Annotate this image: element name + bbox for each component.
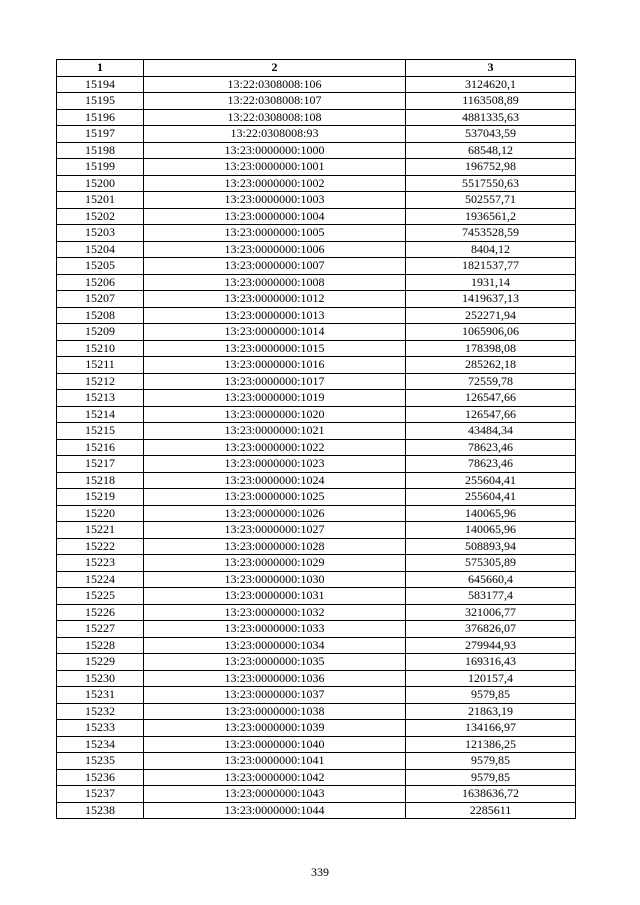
table-row <box>57 489 576 506</box>
table-row <box>57 225 576 242</box>
row-number-cell: 15234 <box>57 736 144 753</box>
table-row <box>57 340 576 357</box>
value-cell: 21863,19 <box>406 703 576 720</box>
cadastral-number-cell: 13:23:0000000:1019 <box>144 390 406 407</box>
cadastral-number-cell: 13:23:0000000:1031 <box>144 588 406 605</box>
cadastral-number-cell: 13:23:0000000:1024 <box>144 472 406 489</box>
row-number-cell: 15212 <box>57 373 144 390</box>
table-row <box>57 373 576 390</box>
table-row <box>57 604 576 621</box>
table-row <box>57 786 576 803</box>
value-cell: 1163508,89 <box>406 93 576 110</box>
value-cell: 7453528,59 <box>406 225 576 242</box>
cadastral-number-cell: 13:23:0000000:1042 <box>144 769 406 786</box>
data-table <box>56 59 576 819</box>
cadastral-number-cell: 13:23:0000000:1004 <box>144 208 406 225</box>
table-row <box>57 621 576 638</box>
row-number-cell: 15216 <box>57 439 144 456</box>
value-cell: 9579,85 <box>406 687 576 704</box>
cadastral-number-cell: 13:23:0000000:1002 <box>144 175 406 192</box>
cadastral-number-cell: 13:23:0000000:1005 <box>144 225 406 242</box>
value-cell: 169316,43 <box>406 654 576 671</box>
table-row <box>57 505 576 522</box>
value-cell: 140065,96 <box>406 505 576 522</box>
value-cell: 321006,77 <box>406 604 576 621</box>
cadastral-number-cell: 13:23:0000000:1026 <box>144 505 406 522</box>
value-cell: 4881335,63 <box>406 109 576 126</box>
value-cell: 502557,71 <box>406 192 576 209</box>
cadastral-number-cell: 13:23:0000000:1025 <box>144 489 406 506</box>
cadastral-number-cell: 13:23:0000000:1012 <box>144 291 406 308</box>
table-row <box>57 291 576 308</box>
table-row <box>57 654 576 671</box>
row-number-cell: 15199 <box>57 159 144 176</box>
table-row <box>57 93 576 110</box>
cadastral-number-cell: 13:23:0000000:1029 <box>144 555 406 572</box>
value-cell: 1638636,72 <box>406 786 576 803</box>
table-row <box>57 571 576 588</box>
row-number-cell: 15203 <box>57 225 144 242</box>
value-cell: 255604,41 <box>406 472 576 489</box>
table-row <box>57 126 576 143</box>
value-cell: 3124620,1 <box>406 76 576 93</box>
table-row <box>57 439 576 456</box>
value-cell: 72559,78 <box>406 373 576 390</box>
table-row <box>57 357 576 374</box>
row-number-cell: 15229 <box>57 654 144 671</box>
row-number-cell: 15205 <box>57 258 144 275</box>
row-number-cell: 15230 <box>57 670 144 687</box>
cadastral-number-cell: 13:23:0000000:1030 <box>144 571 406 588</box>
value-cell: 1931,14 <box>406 274 576 291</box>
row-number-cell: 15236 <box>57 769 144 786</box>
cadastral-number-cell: 13:23:0000000:1043 <box>144 786 406 803</box>
value-cell: 255604,41 <box>406 489 576 506</box>
row-number-cell: 15232 <box>57 703 144 720</box>
table-row <box>57 274 576 291</box>
cadastral-number-cell: 13:23:0000000:1041 <box>144 753 406 770</box>
value-cell: 43484,34 <box>406 423 576 440</box>
cadastral-number-cell: 13:23:0000000:1020 <box>144 406 406 423</box>
column-header-2: 2 <box>144 60 406 77</box>
value-cell: 9579,85 <box>406 769 576 786</box>
value-cell: 252271,94 <box>406 307 576 324</box>
cadastral-number-cell: 13:23:0000000:1008 <box>144 274 406 291</box>
table-row <box>57 159 576 176</box>
row-number-cell: 15217 <box>57 456 144 473</box>
value-cell: 1419637,13 <box>406 291 576 308</box>
cadastral-number-cell: 13:23:0000000:1028 <box>144 538 406 555</box>
row-number-cell: 15228 <box>57 637 144 654</box>
value-cell: 1936561,2 <box>406 208 576 225</box>
row-number-cell: 15196 <box>57 109 144 126</box>
row-number-cell: 15208 <box>57 307 144 324</box>
cadastral-number-cell: 13:23:0000000:1034 <box>144 637 406 654</box>
value-cell: 134166,97 <box>406 720 576 737</box>
cadastral-number-cell: 13:23:0000000:1033 <box>144 621 406 638</box>
table-row <box>57 472 576 489</box>
value-cell: 537043,59 <box>406 126 576 143</box>
value-cell: 575305,89 <box>406 555 576 572</box>
table-row <box>57 324 576 341</box>
row-number-cell: 15195 <box>57 93 144 110</box>
row-number-cell: 15238 <box>57 802 144 819</box>
row-number-cell: 15211 <box>57 357 144 374</box>
cadastral-number-cell: 13:22:0308008:106 <box>144 76 406 93</box>
value-cell: 78623,46 <box>406 439 576 456</box>
value-cell: 645660,4 <box>406 571 576 588</box>
row-number-cell: 15224 <box>57 571 144 588</box>
value-cell: 508893,94 <box>406 538 576 555</box>
column-header-3: 3 <box>406 60 576 77</box>
table-row <box>57 555 576 572</box>
value-cell: 178398,08 <box>406 340 576 357</box>
table-row <box>57 406 576 423</box>
table-row <box>57 687 576 704</box>
row-number-cell: 15225 <box>57 588 144 605</box>
row-number-cell: 15219 <box>57 489 144 506</box>
row-number-cell: 15227 <box>57 621 144 638</box>
row-number-cell: 15231 <box>57 687 144 704</box>
table-row <box>57 637 576 654</box>
cadastral-number-cell: 13:23:0000000:1000 <box>144 142 406 159</box>
cadastral-number-cell: 13:23:0000000:1037 <box>144 687 406 704</box>
table-row <box>57 720 576 737</box>
cadastral-number-cell: 13:23:0000000:1036 <box>144 670 406 687</box>
row-number-cell: 15233 <box>57 720 144 737</box>
table-row <box>57 588 576 605</box>
row-number-cell: 15207 <box>57 291 144 308</box>
row-number-cell: 15221 <box>57 522 144 539</box>
cadastral-number-cell: 13:23:0000000:1039 <box>144 720 406 737</box>
table-row <box>57 736 576 753</box>
value-cell: 1821537,77 <box>406 258 576 275</box>
cadastral-number-cell: 13:23:0000000:1014 <box>144 324 406 341</box>
cadastral-number-cell: 13:23:0000000:1003 <box>144 192 406 209</box>
cadastral-number-cell: 13:23:0000000:1021 <box>144 423 406 440</box>
value-cell: 583177,4 <box>406 588 576 605</box>
cadastral-number-cell: 13:23:0000000:1040 <box>144 736 406 753</box>
row-number-cell: 15209 <box>57 324 144 341</box>
table-row <box>57 109 576 126</box>
table-row <box>57 456 576 473</box>
cadastral-number-cell: 13:22:0308008:107 <box>144 93 406 110</box>
value-cell: 2285611 <box>406 802 576 819</box>
row-number-cell: 15226 <box>57 604 144 621</box>
table-row <box>57 390 576 407</box>
table-row <box>57 538 576 555</box>
cadastral-number-cell: 13:23:0000000:1013 <box>144 307 406 324</box>
table-header-row <box>57 60 576 77</box>
table-row <box>57 142 576 159</box>
value-cell: 1065906,06 <box>406 324 576 341</box>
cadastral-number-cell: 13:23:0000000:1044 <box>144 802 406 819</box>
row-number-cell: 15197 <box>57 126 144 143</box>
table-row <box>57 241 576 258</box>
row-number-cell: 15206 <box>57 274 144 291</box>
row-number-cell: 15223 <box>57 555 144 572</box>
table-row <box>57 307 576 324</box>
cadastral-number-cell: 13:23:0000000:1017 <box>144 373 406 390</box>
value-cell: 126547,66 <box>406 406 576 423</box>
row-number-cell: 15235 <box>57 753 144 770</box>
row-number-cell: 15218 <box>57 472 144 489</box>
row-number-cell: 15237 <box>57 786 144 803</box>
value-cell: 376826,07 <box>406 621 576 638</box>
value-cell: 8404,12 <box>406 241 576 258</box>
table-row <box>57 192 576 209</box>
cadastral-number-cell: 13:23:0000000:1001 <box>144 159 406 176</box>
cadastral-number-cell: 13:23:0000000:1032 <box>144 604 406 621</box>
column-header-1: 1 <box>57 60 144 77</box>
value-cell: 126547,66 <box>406 390 576 407</box>
table-body <box>57 76 576 819</box>
cadastral-number-cell: 13:23:0000000:1038 <box>144 703 406 720</box>
value-cell: 9579,85 <box>406 753 576 770</box>
cadastral-number-cell: 13:22:0308008:93 <box>144 126 406 143</box>
row-number-cell: 15220 <box>57 505 144 522</box>
table-row <box>57 522 576 539</box>
table-row <box>57 258 576 275</box>
row-number-cell: 15201 <box>57 192 144 209</box>
row-number-cell: 15204 <box>57 241 144 258</box>
value-cell: 78623,46 <box>406 456 576 473</box>
cadastral-number-cell: 13:23:0000000:1016 <box>144 357 406 374</box>
cadastral-number-cell: 13:23:0000000:1035 <box>144 654 406 671</box>
row-number-cell: 15215 <box>57 423 144 440</box>
cadastral-number-cell: 13:23:0000000:1007 <box>144 258 406 275</box>
row-number-cell: 15222 <box>57 538 144 555</box>
page-number: 339 <box>311 865 329 879</box>
table-row <box>57 802 576 819</box>
table-row <box>57 423 576 440</box>
row-number-cell: 15198 <box>57 142 144 159</box>
row-number-cell: 15214 <box>57 406 144 423</box>
row-number-cell: 15210 <box>57 340 144 357</box>
value-cell: 121386,25 <box>406 736 576 753</box>
value-cell: 5517550,63 <box>406 175 576 192</box>
value-cell: 285262,18 <box>406 357 576 374</box>
table-row <box>57 769 576 786</box>
row-number-cell: 15213 <box>57 390 144 407</box>
row-number-cell: 15194 <box>57 76 144 93</box>
cadastral-number-cell: 13:22:0308008:108 <box>144 109 406 126</box>
cadastral-number-cell: 13:23:0000000:1023 <box>144 456 406 473</box>
table-row <box>57 76 576 93</box>
value-cell: 68548,12 <box>406 142 576 159</box>
table-row <box>57 753 576 770</box>
value-cell: 140065,96 <box>406 522 576 539</box>
cadastral-number-cell: 13:23:0000000:1015 <box>144 340 406 357</box>
row-number-cell: 15200 <box>57 175 144 192</box>
table-row <box>57 703 576 720</box>
value-cell: 196752,98 <box>406 159 576 176</box>
row-number-cell: 15202 <box>57 208 144 225</box>
cadastral-number-cell: 13:23:0000000:1027 <box>144 522 406 539</box>
value-cell: 279944,93 <box>406 637 576 654</box>
table-row <box>57 175 576 192</box>
cadastral-number-cell: 13:23:0000000:1022 <box>144 439 406 456</box>
table-row <box>57 208 576 225</box>
cadastral-number-cell: 13:23:0000000:1006 <box>144 241 406 258</box>
value-cell: 120157,4 <box>406 670 576 687</box>
table-row <box>57 670 576 687</box>
